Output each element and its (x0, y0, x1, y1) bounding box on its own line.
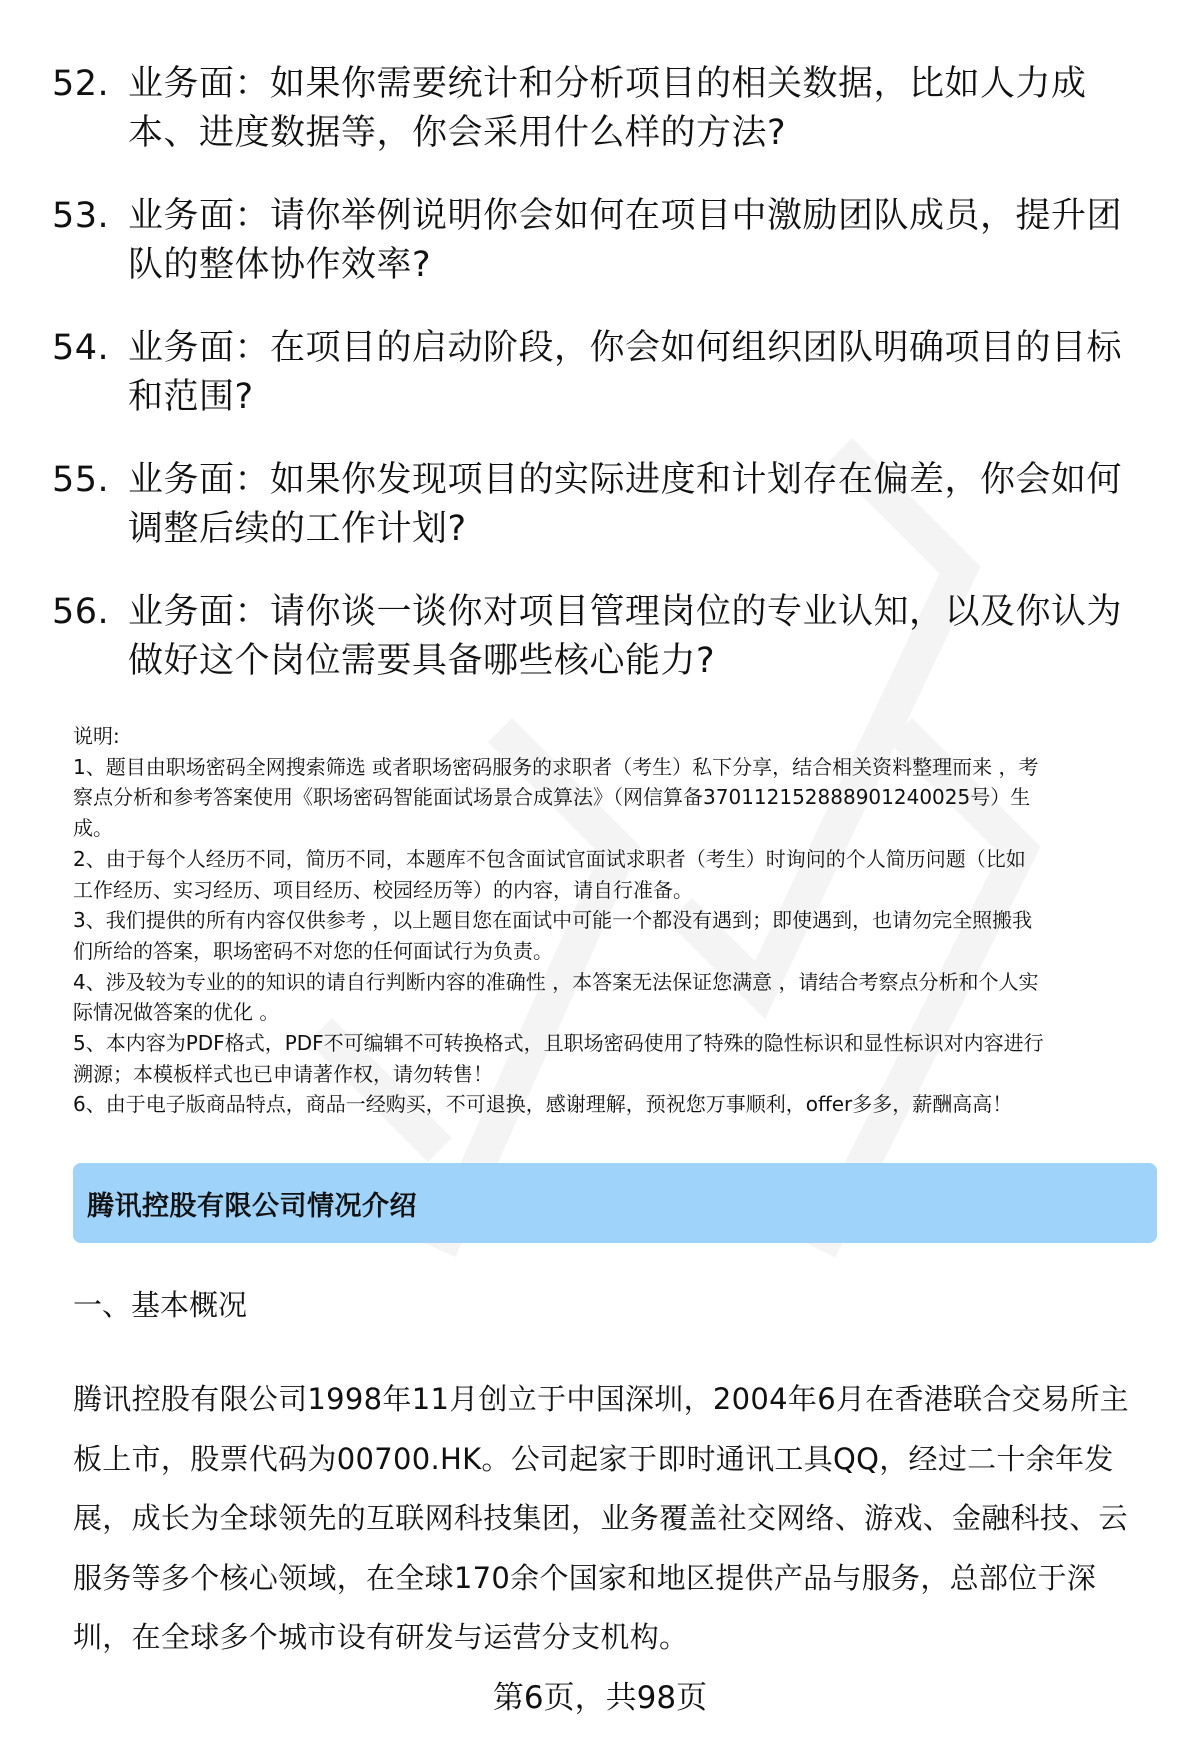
question-text (128, 588, 1162, 686)
question-text (128, 456, 1162, 554)
question-text (128, 60, 1162, 158)
question-line: 调整后续的工作计划? (128, 509, 467, 549)
question-line: 业务面：请你谈一谈你对项目管理岗位的专业认知，以及你认为 (128, 592, 1123, 632)
question-item-52 (52, 60, 1162, 158)
question-line: 业务面：在项目的启动阶段，你会如何组织团队明确项目的目标 (128, 328, 1123, 368)
note-line: 察点分析和参考答案使用《职场密码智能面试场景合成算法》（网信算备370112152888901240025号）生 (73, 785, 1031, 810)
note-line: 5、本内容为PDF格式，PDF不可编辑不可转换格式，且职场密码使用了特殊的隐性标识和显性标识对内容进行 (73, 1031, 1044, 1056)
note-line: 工作经历、实习经历、项目经历、校园经历等）的内容，请自行准备。 (73, 877, 693, 902)
question-number: 56. (52, 592, 110, 632)
section-title: 腾讯控股有限公司情况介绍 (87, 1190, 417, 1222)
note-line: 3、我们提供的所有内容仅供参考 ，以上题目您在面试中可能一个都没有遇到；即使遇到，也请勿完全照搬我 (73, 908, 1033, 933)
question-item-56 (52, 588, 1162, 686)
subheading-basic-overview: 一、基本概况 (73, 1288, 248, 1322)
paragraph-line: 展，成长为全球领先的互联网科技集团，业务覆盖社交网络、游戏、金融科技、云 (73, 1501, 1128, 1535)
question-line: 做好这个岗位需要具备哪些核心能力? (128, 641, 716, 681)
paragraph-line: 圳，在全球多个城市设有研发与运营分支机构。 (73, 1620, 689, 1654)
note-line: 6、由于电子版商品特点，商品一经购买，不可退换，感谢理解，预祝您万事顺利，offer多多，薪酬高高！ (73, 1092, 1013, 1117)
question-line: 本、进度数据等，你会采用什么样的方法? (128, 113, 787, 153)
question-item-54 (52, 324, 1162, 422)
paragraph-line: 板上市，股票代码为00700.HK。公司起家于即时通讯工具QQ，经过二十余年发 (73, 1441, 1114, 1476)
paragraph-line: 腾讯控股有限公司1998年11月创立于中国深圳，2004年6月在香港联合交易所主 (73, 1382, 1129, 1416)
question-line: 队的整体协作效率? (128, 245, 432, 285)
question-line: 业务面：如果你发现项目的实际进度和计划存在偏差，你会如何 (128, 460, 1123, 500)
paragraph-line: 服务等多个核心领域，在全球170余个国家和地区提供产品与服务，总部位于深 (73, 1560, 1097, 1595)
disclaimer-notes (73, 721, 1163, 1120)
question-number: 52. (52, 64, 110, 104)
note-line: 际情况做答案的优化 。 (73, 1000, 280, 1025)
question-number: 54. (52, 328, 110, 368)
question-text (128, 324, 1162, 422)
section-banner (73, 1163, 1157, 1243)
note-line: 溯源；本模板样式也已申请著作权，请勿转售！ (73, 1061, 493, 1086)
notes-title: 说明: (73, 724, 120, 748)
note-line: 成。 (73, 816, 113, 841)
question-line: 和范围? (128, 377, 254, 417)
note-line: 2、由于每个人经历不同，简历不同，本题库不包含面试官面试求职者（考生）时询问的个人简历问题（比如 (73, 846, 1026, 871)
note-line: 4、涉及较为专业的的知识的请自行判断内容的准确性 ，本答案无法保证您满意 ，请结合考察点分析和个人实 (73, 969, 1039, 994)
question-item-53 (52, 192, 1162, 290)
question-text (128, 192, 1162, 290)
question-line: 业务面：请你举例说明你会如何在项目中激励团队成员，提升团 (128, 196, 1123, 236)
question-number: 53. (52, 196, 110, 236)
question-number: 55. (52, 460, 110, 500)
page-number-footer: 第6页，共98页 (492, 1680, 708, 1716)
question-item-55 (52, 456, 1162, 554)
question-list (52, 60, 1162, 720)
note-line: 们所给的答案，职场密码不对您的任何面试行为负责。 (73, 938, 553, 963)
company-overview-paragraph (73, 1370, 1163, 1668)
question-line: 业务面：如果你需要统计和分析项目的相关数据，比如人力成 (128, 64, 1087, 104)
note-line: 1、题目由职场密码全网搜索筛选 或者职场密码服务的求职者（考生）私下分享，结合相关资料整理而来 ，考 (73, 754, 1039, 779)
